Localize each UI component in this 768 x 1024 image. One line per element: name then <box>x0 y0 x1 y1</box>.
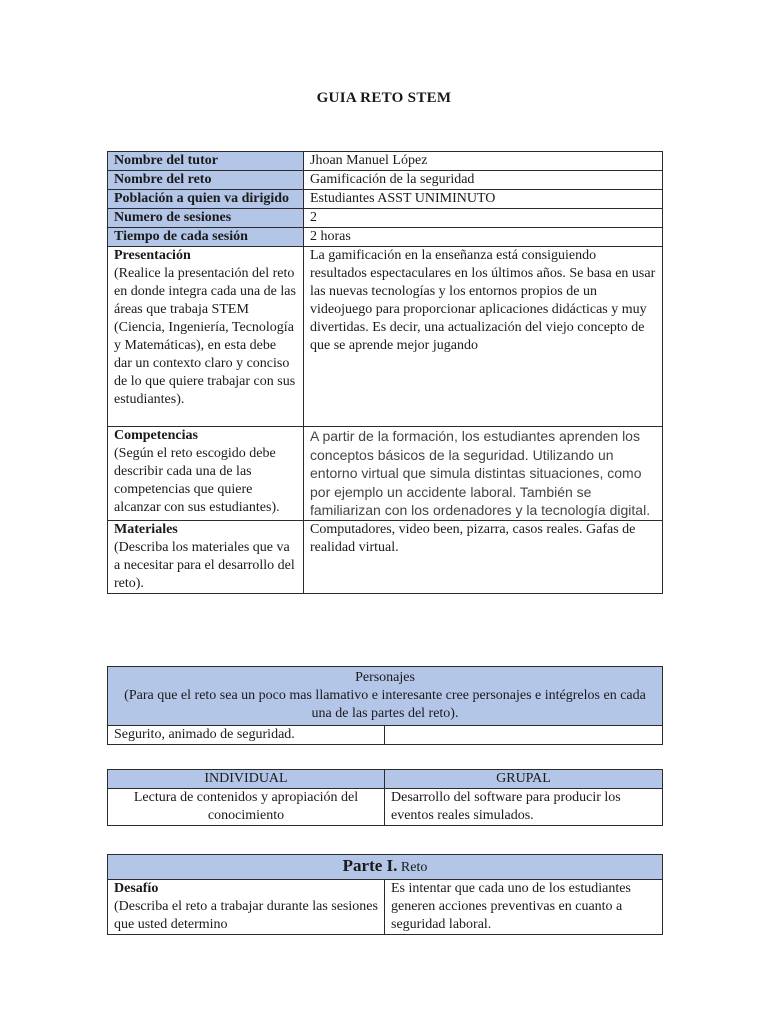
personajes-header <box>108 667 663 726</box>
personajes-value-2 <box>385 726 663 745</box>
table-row <box>108 209 663 228</box>
personajes-title: Personajes <box>355 670 415 685</box>
value-sesiones: 2 <box>304 209 663 228</box>
parte1-header <box>108 855 663 880</box>
grupal-header: GRUPAL <box>385 770 663 789</box>
competencias-label: Competencias <box>114 428 198 443</box>
table-row <box>108 789 663 826</box>
label-reto: Nombre del reto <box>108 171 304 190</box>
table-row <box>108 770 663 789</box>
label-sesiones: Numero de sesiones <box>108 209 304 228</box>
desafio-value: Es intentar que cada uno de los estudiantes generen acciones preventivas en cuanto a seguridad laboral. <box>385 880 663 935</box>
materiales-label: Materiales <box>114 522 178 537</box>
parte1-table <box>107 854 663 935</box>
value-tutor: Jhoan Manuel López <box>304 152 663 171</box>
personajes-value: Segurito, animado de seguridad. <box>108 726 385 745</box>
individual-header: INDIVIDUAL <box>108 770 385 789</box>
table-row <box>108 427 663 521</box>
desafio-label: Desafío <box>114 881 159 896</box>
competencias-hint: (Según el reto escogido debe describir cada una de las competencias que quiere alcanzar con sus estudiantes). <box>114 446 280 515</box>
presentacion-cell <box>108 247 304 427</box>
page-title: GUIA RETO STEM <box>316 90 452 106</box>
table-row <box>108 171 663 190</box>
presentacion-label: Presentación <box>114 248 191 263</box>
label-tutor: Nombre del tutor <box>108 152 304 171</box>
competencias-value: A partir de la formación, los estudiantes aprenden los conceptos básicos de la seguridad. Utilizando un entorno virtual que simula distintas situaciones, como por ejemplo un accidente laboral. También se familiarizan con los ordenadores y la tecnología digital. <box>304 427 663 521</box>
desafio-cell <box>108 880 385 935</box>
table-row <box>108 152 663 171</box>
competencias-cell <box>108 427 304 521</box>
table-row <box>108 521 663 594</box>
personajes-hint: (Para que el reto sea un poco mas llamativo e interesante cree personajes e intégrelos en cada una de las partes del reto). <box>124 688 646 721</box>
personajes-table <box>107 666 663 745</box>
label-tiempo: Tiempo de cada sesión <box>108 228 304 247</box>
table-row <box>108 726 663 745</box>
presentacion-value: La gamificación en la enseñanza está consiguiendo resultados espectaculares en los últimos años. Se basa en usar las nuevas tecnologías y los entornos propios de un videojuego para proporcionar aplicaciones didácticas y muy divertidas. Es decir, una actualización del viejo concepto de que se aprende mejor jugando <box>304 247 663 427</box>
table-row <box>108 228 663 247</box>
materiales-value: Computadores, video been, pizarra, casos reales. Gafas de realidad virtual. <box>304 521 663 594</box>
table-row <box>108 855 663 880</box>
table-row <box>108 247 663 427</box>
parte1-title: Parte I. <box>342 856 398 875</box>
modalidad-table <box>107 769 663 826</box>
table-row <box>108 880 663 935</box>
grupal-value: Desarrollo del software para producir los eventos reales simulados. <box>385 789 663 826</box>
table-row <box>108 667 663 726</box>
individual-value: Lectura de contenidos y apropiación del conocimiento <box>108 789 385 826</box>
materiales-cell <box>108 521 304 594</box>
presentacion-hint: (Realice la presentación del reto en donde integra cada una de las áreas que trabaja STEM (Ciencia, Ingeniería, Tecnología y Matemáticas), en esta debe dar un contexto claro y conciso de lo que quiere trabajar con sus estudiantes). <box>114 266 296 407</box>
label-poblacion: Población a quien va dirigido <box>108 190 304 209</box>
value-poblacion: Estudiantes ASST UNIMINUTO <box>304 190 663 209</box>
value-reto: Gamificación de la seguridad <box>304 171 663 190</box>
table-row <box>108 190 663 209</box>
desafio-hint: (Describa el reto a trabajar durante las sesiones que usted determino <box>114 899 378 932</box>
parte1-subtitle: Reto <box>397 860 428 875</box>
materiales-hint: (Describa los materiales que va a necesitar para el desarrollo del reto). <box>114 540 295 591</box>
value-tiempo: 2 horas <box>304 228 663 247</box>
info-table <box>107 151 663 594</box>
